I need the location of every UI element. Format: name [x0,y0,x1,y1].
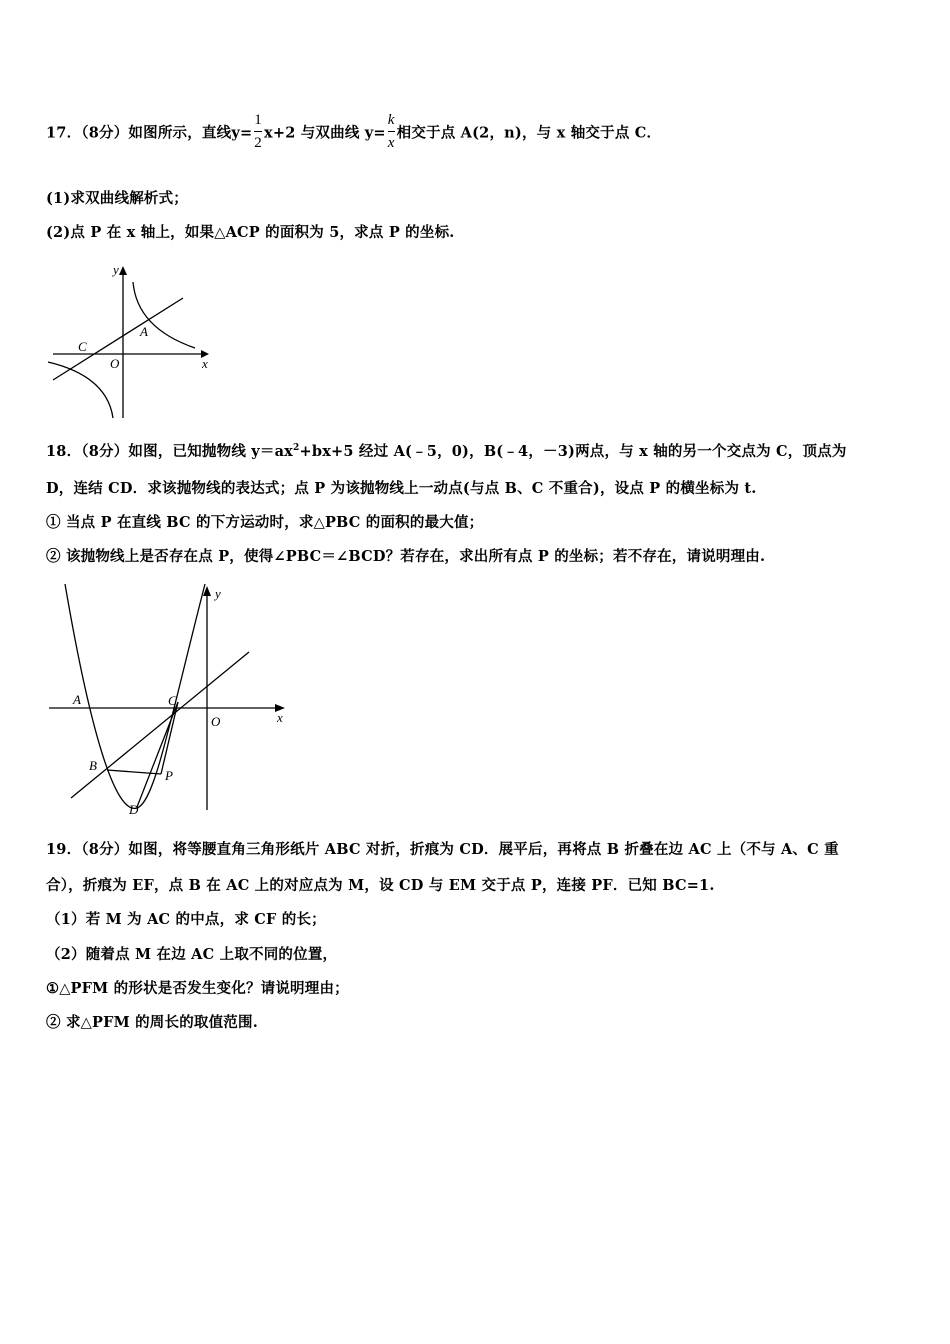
x-label: x [277,710,283,725]
q17-part1: (1)求双曲线解析式； [46,190,189,207]
y-axis-arrow [119,266,127,275]
q17-suffix: 相交于点 A(2，n)，与 x 轴交于点 C． [396,124,662,142]
segment-bp [107,770,161,774]
q18-line1-b: +bx+5 经过 A(﹣5，0)，B(﹣4，－3)两点，与 x 轴的另一个交点为 C，顶点为 [299,443,847,460]
origin-label: O [211,714,221,729]
point-c-label: C [78,339,87,354]
q18-line2: D，连结 CD．求该抛物线的表达式；点 P 为该抛物线上一动点(与点 B、C 不重合)，设点 P 的横坐标为 t. [46,480,757,497]
parabola [65,584,205,808]
point-a-label: A [140,324,148,339]
q18-figure [45,580,305,820]
q18-line1 [46,440,847,461]
point-a-label: A [73,692,81,707]
q17-prefix: 17．（8分）如图所示，直线y= [46,124,253,142]
y-label: y [113,262,119,277]
q17-part2: (2)点 P 在 x 轴上，如果△ACP 的面积为 5，求点 P 的坐标. [46,224,455,241]
q17-stem [46,112,661,155]
q18-item2: ② 该抛物线上是否存在点 P，使得∠PBC＝∠BCD？若存在，求出所有点 P 的坐标；若不存在，请说明理由. [46,548,766,565]
q19-item3: ①△PFM 的形状是否发生变化？请说明理由； [46,980,349,997]
q19-line2: 合），折痕为 EF，点 B 在 AC 上的对应点为 M，设 CD 与 EM 交于点 P，连接 PF．已知 BC=1. [46,877,715,894]
fraction-k-over-x [388,110,395,153]
q17-mid: x+2 与双曲线 y= [264,124,386,142]
fraction-denominator: x [387,135,395,151]
q19-item1: （1）若 M 为 AC 的中点，求 CF 的长； [46,911,326,928]
y-label: y [215,586,221,601]
point-c-label: C [168,693,177,708]
hyperbola-branch-2 [48,362,113,418]
fraction-numerator: 1 [254,112,262,128]
point-p-label: P [165,768,173,783]
q18-item1: ① 当点 P 在直线 BC 的下方运动时，求△PBC 的面积的最大值； [46,514,484,531]
q19-item2: （2）随着点 M 在边 AC 上取不同的位置， [46,946,338,963]
fraction-numerator: k [387,112,395,128]
x-label: x [202,356,208,371]
line-bc [71,652,249,798]
point-d-label: D [129,802,139,817]
origin-label: O [110,356,120,371]
fraction-one-half [254,110,262,153]
q18-line1-a: 18．（8分）如图，已知抛物线 y＝ax [46,443,294,460]
exponent: 2 [293,443,300,454]
q19-item4: ② 求△PFM 的周长的取值范围. [46,1014,258,1031]
fraction-denominator: 2 [254,135,262,151]
q19-line1: 19．（8分）如图，将等腰直角三角形纸片 ABC 对折，折痕为 CD．展平后，再将点 B 折叠在边 AC 上（不与 A、C 重 [46,841,839,858]
segment-cd [137,702,178,807]
point-b-label: B [89,758,97,773]
q17-figure [45,258,225,423]
